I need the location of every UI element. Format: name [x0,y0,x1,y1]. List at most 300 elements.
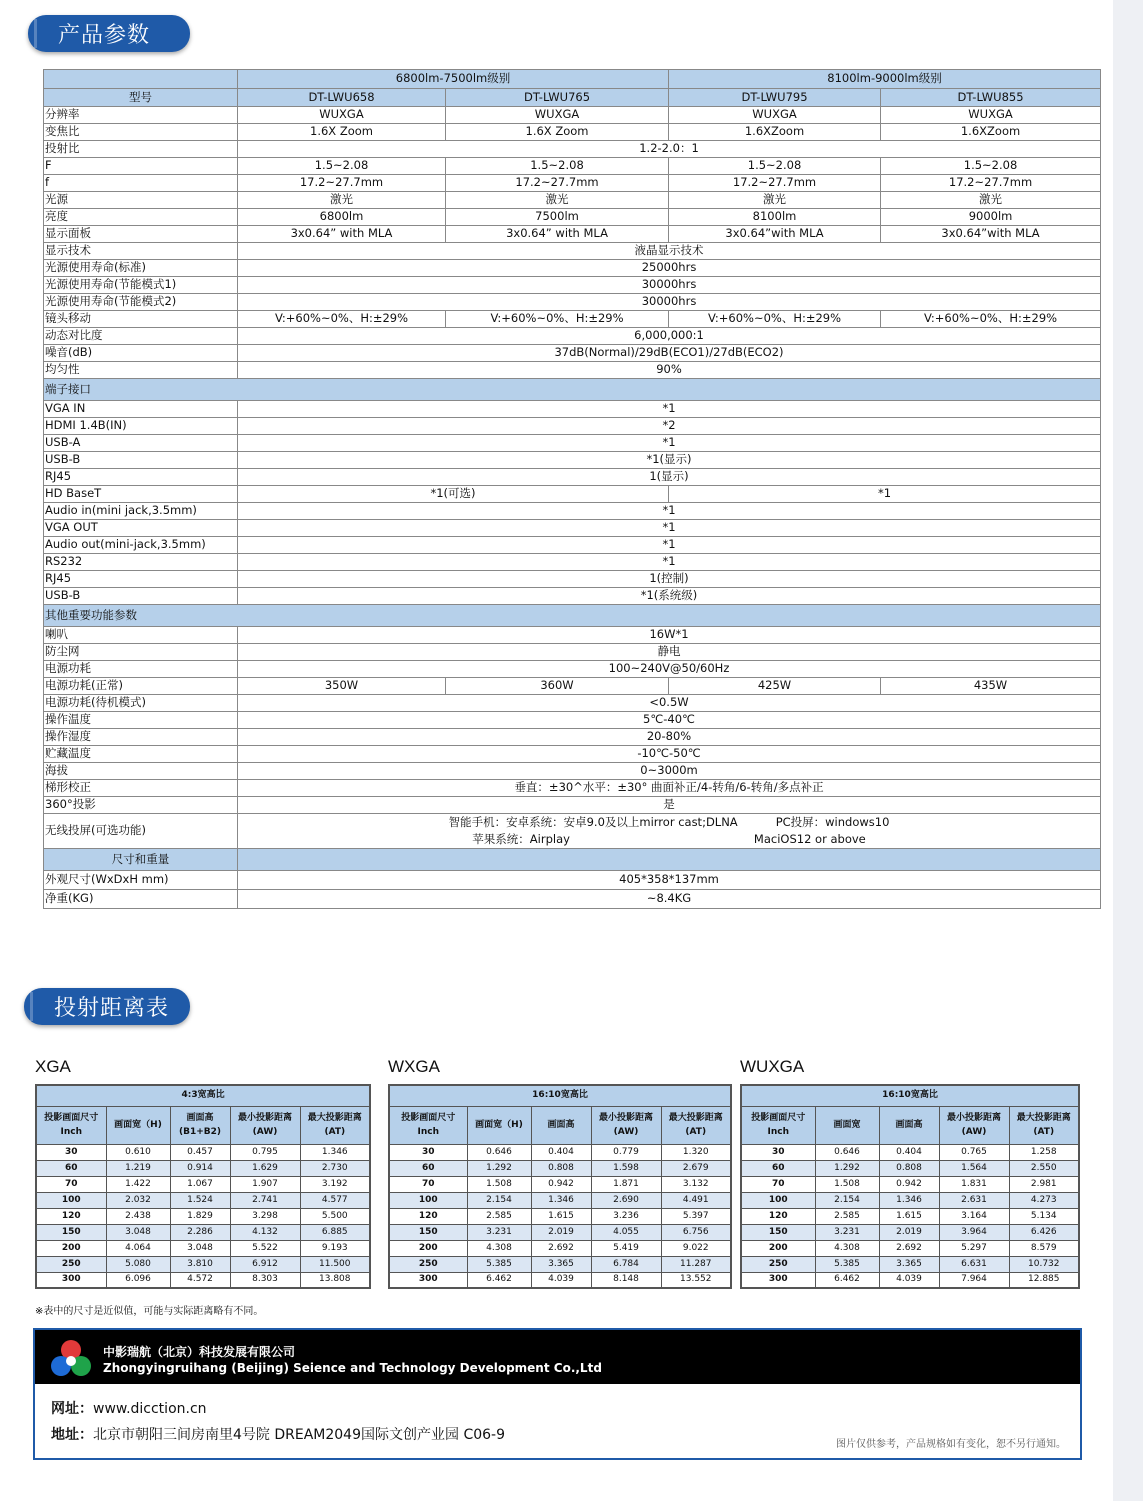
distance-value-cell: 2.585 [467,1208,531,1224]
spec-row-label: 喇叭 [44,627,238,644]
distance-value-cell: 1.524 [170,1192,230,1208]
spec-model-name: DT-LWU855 [881,89,1101,107]
spec-value: *1 [238,554,1101,571]
column-header-line2: (B1+B2) [178,1127,221,1137]
table-row [741,1256,1079,1272]
screen-size-cell: 60 [741,1160,815,1176]
spec-value: *2 [238,418,1101,435]
table-row [36,1256,370,1272]
spec-group-blank [44,70,238,89]
spec-row [44,226,1101,243]
spec-value: *1 [238,503,1101,520]
spec-row [44,554,1101,571]
spec-value: 1.6X Zoom [446,124,669,141]
spec-row [44,141,1101,158]
distance-value-cell: 1.292 [467,1160,531,1176]
distance-value-cell: 3.192 [300,1176,370,1192]
distance-value-cell: 1.615 [879,1208,939,1224]
distance-value-cell: 2.438 [106,1208,170,1224]
spec-row-label: 显示技术 [44,243,238,260]
column-header-line2: Inch [767,1127,789,1137]
spec-value: 17.2~27.7mm [881,175,1101,192]
spec-model-name: DT-LWU658 [238,89,446,107]
spec-row-label: 电源功耗(正常) [44,678,238,695]
spec-value: *1 [238,537,1101,554]
column-header [300,1106,370,1144]
distance-value-cell: 10.732 [1009,1256,1079,1272]
column-header-line1: 最大投影距离 [307,1112,362,1123]
distance-value-cell: 2.981 [1009,1176,1079,1192]
screen-size-cell: 100 [389,1192,467,1208]
address-label: 地址： [51,1427,93,1443]
spec-row-label: HDMI 1.4B(IN) [44,418,238,435]
screen-size-cell: 30 [36,1144,106,1160]
distance-value-cell: 5.397 [661,1208,731,1224]
spec-value: V:+60%~0%、H:±29% [238,311,446,328]
distance-value-cell: 6.462 [815,1272,879,1288]
spec-row [44,537,1101,554]
distance-value-cell: 3.231 [467,1224,531,1240]
distance-value-cell: 4.491 [661,1192,731,1208]
distance-value-cell: 2.679 [661,1160,731,1176]
distance-value-cell: 8.579 [1009,1240,1079,1256]
distance-value-cell: 12.885 [1009,1272,1079,1288]
address-row [51,1424,505,1444]
spec-row-label: VGA OUT [44,520,238,537]
spec-value: 1.5~2.08 [881,158,1101,175]
distance-value-cell: 13.552 [661,1272,731,1288]
table-row [36,1160,370,1176]
spec-row [44,503,1101,520]
spec-row [44,294,1101,311]
distance-value-cell: 0.942 [531,1176,591,1192]
column-header-line2: Inch [60,1127,82,1137]
distance-value-cell: 0.610 [106,1144,170,1160]
distance-value-cell: 6.462 [467,1272,531,1288]
distance-value-cell: 9.022 [661,1240,731,1256]
table-row [741,1240,1079,1256]
distance-value-cell: 1.831 [939,1176,1009,1192]
distance-value-cell: 4.577 [300,1192,370,1208]
distance-value-cell: 2.692 [879,1240,939,1256]
spec-value: 100~240V@50/60Hz [238,661,1101,678]
spec-value: 90% [238,362,1101,379]
spec-row [44,712,1101,729]
distance-value-cell: 3.048 [106,1224,170,1240]
distance-value-cell: 2.631 [939,1192,1009,1208]
column-header [879,1106,939,1144]
screen-size-cell: 300 [36,1272,106,1288]
disclaimer: 图片仅供参考，产品规格如有变化，恕不另行通知。 [836,1439,1066,1450]
distance-value-cell: 3.236 [591,1208,661,1224]
screen-size-cell: 300 [389,1272,467,1288]
spec-value: 8100lm [669,209,881,226]
spec-value: 435W [881,678,1101,695]
distance-value-cell: 3.164 [939,1208,1009,1224]
spec-row [44,328,1101,345]
distance-value-cell: 5.500 [300,1208,370,1224]
spec-row-label: 光源使用寿命(节能模式2) [44,294,238,311]
distance-value-cell: 2.286 [170,1224,230,1240]
ports-section-header [44,379,1101,401]
spec-row [44,401,1101,418]
spec-row-label: 无线投屏(可选功能) [44,814,238,849]
distance-value-cell: 5.134 [1009,1208,1079,1224]
distance-value-cell: 2.154 [815,1192,879,1208]
spec-row-label: HD BaseT [44,486,238,503]
spec-row-label: Audio in(mini jack,3.5mm) [44,503,238,520]
distance-value-cell: 8.148 [591,1272,661,1288]
column-header [741,1106,815,1144]
distance-table-title: WXGA [388,1057,440,1076]
distance-value-cell: 2.692 [531,1240,591,1256]
spec-row-label: 镜头移动 [44,311,238,328]
column-header [36,1106,106,1144]
spec-row [44,746,1101,763]
spec-value: V:+60%~0%、H:±29% [446,311,669,328]
spec-row [44,520,1101,537]
size-section-header-label: 尺寸和重量 [44,849,238,871]
table-row [741,1208,1079,1224]
screen-size-cell: 60 [389,1160,467,1176]
other-section-header-label: 其他重要功能参数 [44,605,1101,627]
spec-value: 1(显示) [238,469,1101,486]
distance-value-cell: 5.297 [939,1240,1009,1256]
spec-row-label: 光源使用寿命(节能模式1) [44,277,238,294]
column-header [170,1106,230,1144]
screen-size-cell: 300 [741,1272,815,1288]
spec-value: 3x0.64” with MLA [238,226,446,243]
spec-value: <0.5W [238,695,1101,712]
spec-value: 1.6XZoom [669,124,881,141]
spec-row-label: 电源功耗(待机模式) [44,695,238,712]
spec-value: 1.6XZoom [881,124,1101,141]
screen-size-cell: 70 [36,1176,106,1192]
spec-row-label: 外观尺寸(WxDxH mm) [44,871,238,890]
spec-model-name: DT-LWU765 [446,89,669,107]
spec-row-label: 噪音(dB) [44,345,238,362]
spec-row-label: USB-A [44,435,238,452]
distance-value-cell: 5.385 [467,1256,531,1272]
distance-value-cell: 2.550 [1009,1160,1079,1176]
distance-value-cell: 1.829 [170,1208,230,1224]
distance-value-cell: 3.132 [661,1176,731,1192]
table-row [389,1192,731,1208]
spec-value: -10℃-50℃ [238,746,1101,763]
distance-value-cell: 5.080 [106,1256,170,1272]
column-header-line2: (AW) [252,1127,278,1137]
distance-value-cell: 0.404 [531,1144,591,1160]
screen-size-cell: 100 [36,1192,106,1208]
spec-row-label: 均匀性 [44,362,238,379]
table-row [36,1144,370,1160]
distance-table [388,1084,732,1289]
wireless-mac: MaciOS12 or above [753,832,866,846]
column-header-line2: (AW) [961,1127,987,1137]
spec-row [44,311,1101,328]
spec-value: V:+60%~0%、H:±29% [881,311,1101,328]
column-header-line1: 最小投影距离 [237,1112,292,1123]
spec-value: 16W*1 [238,627,1101,644]
distance-value-cell: 2.019 [531,1224,591,1240]
distance-value-cell: 9.193 [300,1240,370,1256]
table-row [741,1192,1079,1208]
spec-row-label: RJ45 [44,571,238,588]
spec-row [44,797,1101,814]
spec-value: 激光 [238,192,446,209]
spec-row [44,695,1101,712]
spec-row-label: 360°投影 [44,797,238,814]
params-section-title: 产品参数 [28,15,190,52]
website-link[interactable]: www.dicction.cn [93,1401,207,1417]
column-header-line2: (AT) [1033,1127,1055,1137]
spec-table [43,69,1101,909]
screen-size-cell: 150 [36,1224,106,1240]
spec-row [44,571,1101,588]
spec-row-label: USB-B [44,588,238,605]
spec-value: *1(可选) [238,486,669,503]
table-row [741,1144,1079,1160]
spec-value: WUXGA [881,107,1101,124]
distance-value-cell: 2.154 [467,1192,531,1208]
spec-value: 3x0.64” with MLA [446,226,669,243]
spec-row [44,243,1101,260]
spec-row [44,763,1101,780]
spec-value: 激光 [881,192,1101,209]
spec-row-label: 梯形校正 [44,780,238,797]
distance-value-cell: 1.346 [300,1144,370,1160]
distance-value-cell: 1.508 [467,1176,531,1192]
spec-row [44,644,1101,661]
spec-value: *1 [238,401,1101,418]
spec-value: WUXGA [446,107,669,124]
spec-row [44,486,1101,503]
spec-wireless-row [44,814,1101,849]
distance-table [740,1084,1080,1289]
spec-value: 25000hrs [238,260,1101,277]
screen-size-cell: 70 [389,1176,467,1192]
distance-value-cell: 1.346 [531,1192,591,1208]
distance-value-cell: 4.039 [531,1272,591,1288]
distance-value-cell: 6.426 [1009,1224,1079,1240]
spec-row [44,418,1101,435]
distance-value-cell: 0.646 [467,1144,531,1160]
distance-value-cell: 4.055 [591,1224,661,1240]
address-text: 北京市朝阳三间房南里4号院 DREAM2049国际文创产业园 C06-9 [93,1427,505,1443]
table-row [36,1272,370,1288]
spec-value: 17.2~27.7mm [446,175,669,192]
spec-group-header [44,70,1101,89]
spec-value: 1.2-2.0：1 [238,141,1101,158]
spec-row-label: Audio out(mini-jack,3.5mm) [44,537,238,554]
spec-value: 垂直：±30^水平：±30° 曲面补正/4-转角/6-转角/多点补正 [238,780,1101,797]
spec-value: *1 [238,520,1101,537]
aspect-ratio-header: 16:10宽高比 [741,1085,1079,1106]
column-header [230,1106,300,1144]
spec-row-label: 亮度 [44,209,238,226]
spec-row [44,175,1101,192]
column-header [389,1106,467,1144]
column-header [939,1106,1009,1144]
distance-value-cell: 4.308 [467,1240,531,1256]
distance-value-cell: 8.303 [230,1272,300,1288]
distance-value-cell: 4.308 [815,1240,879,1256]
distance-table-title: XGA [35,1057,71,1076]
column-header-line2: (AT) [324,1127,346,1137]
spec-row-label: f [44,175,238,192]
distance-value-cell: 1.258 [1009,1144,1079,1160]
size-section-header-fill [238,849,1101,871]
table-row [741,1176,1079,1192]
table-row [389,1256,731,1272]
distance-value-cell: 0.914 [170,1160,230,1176]
distance-value-cell: 6.912 [230,1256,300,1272]
column-header-line2: Inch [417,1127,439,1137]
distance-value-cell: 1.629 [230,1160,300,1176]
distance-value-cell: 6.756 [661,1224,731,1240]
table-row [389,1224,731,1240]
spec-row-label: F [44,158,238,175]
spec-value: 20-80% [238,729,1101,746]
spec-row-label: 变焦比 [44,124,238,141]
spec-value: 1.5~2.08 [446,158,669,175]
column-header-line1: 画面宽（H) [114,1119,162,1130]
distance-value-cell: 1.422 [106,1176,170,1192]
spec-value: 7500lm [446,209,669,226]
distance-value-cell: 0.795 [230,1144,300,1160]
spec-row [44,469,1101,486]
spec-row [44,627,1101,644]
table-row [741,1224,1079,1240]
spec-value: 17.2~27.7mm [669,175,881,192]
column-header-line1: 最大投影距离 [1016,1112,1071,1123]
spec-value: WUXGA [669,107,881,124]
spec-row-label: 海拔 [44,763,238,780]
spec-value: 6,000,000:1 [238,328,1101,345]
aspect-ratio-header: 16:10宽高比 [389,1085,731,1106]
distance-value-cell: 11.287 [661,1256,731,1272]
page-edge-bar [1113,0,1143,1501]
distance-value-cell: 1.508 [815,1176,879,1192]
spec-value: 1.5~2.08 [669,158,881,175]
distance-value-cell: 6.784 [591,1256,661,1272]
screen-size-cell: 30 [389,1144,467,1160]
column-header [815,1106,879,1144]
spec-row [44,890,1101,909]
spec-value: 6800lm [238,209,446,226]
other-section-header [44,605,1101,627]
distance-value-cell: 1.615 [531,1208,591,1224]
spec-group-2: 8100lm-9000lm级别 [669,70,1101,89]
spec-value: V:+60%~0%、H:±29% [669,311,881,328]
website-row [51,1398,207,1418]
distance-value-cell: 3.048 [170,1240,230,1256]
distance-note: ※表中的尺寸是近似值，可能与实际距离略有不同。 [35,1306,264,1317]
spec-row [44,260,1101,277]
spec-row-label: 投射比 [44,141,238,158]
distance-value-cell: 5.522 [230,1240,300,1256]
distance-value-cell: 6.096 [106,1272,170,1288]
spec-value: 30000hrs [238,294,1101,311]
table-row [389,1144,731,1160]
spec-value: 激光 [446,192,669,209]
column-header-line1: 画面高 [186,1112,214,1123]
distance-value-cell: 2.585 [815,1208,879,1224]
distance-value-cell: 1.564 [939,1160,1009,1176]
screen-size-cell: 70 [741,1176,815,1192]
distance-value-cell: 1.067 [170,1176,230,1192]
spec-value: 425W [669,678,881,695]
distance-value-cell: 0.808 [879,1160,939,1176]
footer-band [35,1330,1080,1384]
column-header-line1: 画面高 [895,1119,923,1130]
spec-row-label: USB-B [44,452,238,469]
distance-table [35,1084,371,1289]
column-header-line1: 投影画面尺寸 [401,1112,456,1123]
wireless-phone-android: 智能手机：安卓系统：安卓9.0及以上mirror cast;DLNA [448,815,738,829]
spec-row-label: 防尘网 [44,644,238,661]
distance-value-cell: 0.457 [170,1144,230,1160]
distance-value-cell: 0.808 [531,1160,591,1176]
column-header-line1: 画面高 [547,1119,575,1130]
spec-value: *1 [669,486,1101,503]
spec-row [44,452,1101,469]
distance-value-cell: 5.385 [815,1256,879,1272]
spec-row-label: 电源功耗 [44,661,238,678]
spec-value: 30000hrs [238,277,1101,294]
spec-value: 静电 [238,644,1101,661]
spec-row-label: RS232 [44,554,238,571]
spec-row [44,345,1101,362]
company-logo-icon [49,1338,93,1378]
screen-size-cell: 60 [36,1160,106,1176]
spec-value: 1.6X Zoom [238,124,446,141]
distance-value-cell: 0.646 [815,1144,879,1160]
column-header [1009,1106,1079,1144]
column-header [591,1106,661,1144]
table-row [389,1272,731,1288]
spec-row-label: 操作湿度 [44,729,238,746]
distance-value-cell: 6.631 [939,1256,1009,1272]
distance-value-cell: 7.964 [939,1272,1009,1288]
distance-value-cell: 1.598 [591,1160,661,1176]
distance-value-cell: 1.907 [230,1176,300,1192]
distance-value-cell: 0.765 [939,1144,1009,1160]
distance-value-cell: 1.346 [879,1192,939,1208]
spec-row-label: 光源使用寿命(标准) [44,260,238,277]
spec-value: 17.2~27.7mm [238,175,446,192]
table-row [741,1160,1079,1176]
distance-value-cell: 3.231 [815,1224,879,1240]
spec-row-label: 动态对比度 [44,328,238,345]
spec-row [44,678,1101,695]
distance-value-cell: 1.219 [106,1160,170,1176]
spec-row-label: 贮藏温度 [44,746,238,763]
spec-row [44,209,1101,226]
spec-value: *1(显示) [238,452,1101,469]
distance-value-cell: 13.808 [300,1272,370,1288]
screen-size-cell: 250 [741,1256,815,1272]
distance-value-cell: 1.320 [661,1144,731,1160]
spec-value: 5℃-40℃ [238,712,1101,729]
column-header-line1: 投影画面尺寸 [751,1112,806,1123]
column-header-line1: 最小投影距离 [946,1112,1001,1123]
distance-value-cell: 11.500 [300,1256,370,1272]
spec-row-label: 操作温度 [44,712,238,729]
aspect-ratio-header: 4:3宽高比 [36,1085,370,1106]
spec-wireless-value [238,814,1101,849]
screen-size-cell: 120 [36,1208,106,1224]
